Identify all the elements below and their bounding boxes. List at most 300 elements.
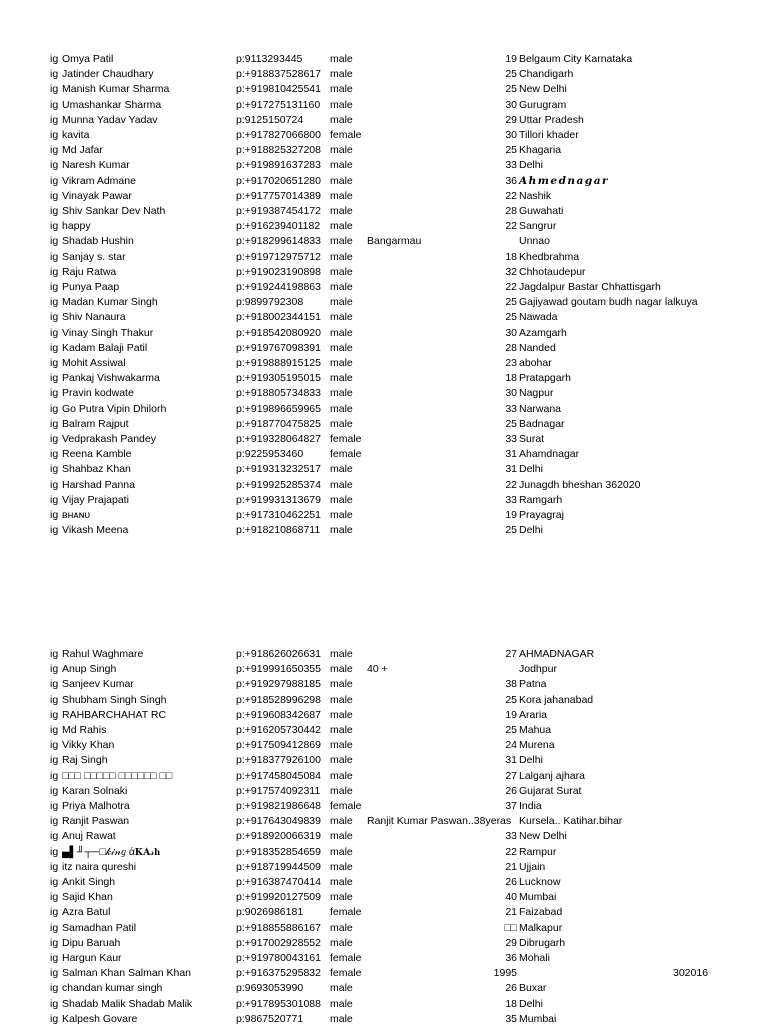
table-row	[0, 662, 768, 677]
cell-phone: p:+918002344151	[236, 311, 321, 324]
table-row	[0, 295, 768, 310]
cell-age: 21	[505, 860, 517, 873]
cell-src: ig	[50, 906, 59, 919]
cell-src: ig	[50, 648, 59, 660]
cell-extra: 302016	[673, 967, 709, 980]
cell-name: RAHBARCHAHAT RC	[62, 708, 167, 721]
cell-src: ig	[50, 129, 59, 141]
cell-gender: male	[330, 341, 353, 354]
cell-age: 25	[505, 524, 517, 537]
cell-phone: p:9867520771	[236, 1012, 304, 1025]
cell-gender: male	[330, 663, 353, 676]
table-row	[0, 905, 768, 920]
cell-gender: male	[330, 159, 353, 172]
cell-name: Mohit Assiwal	[62, 357, 126, 369]
table-row	[0, 52, 768, 67]
cell-phone: p:+917643049839	[236, 815, 321, 828]
cell-gender: male	[330, 648, 353, 660]
table-row	[0, 219, 768, 234]
cell-city: Mahua	[519, 724, 552, 736]
cell-src: ig	[50, 693, 59, 706]
cell-gender: female	[330, 952, 362, 964]
cell-gender: male	[330, 265, 353, 278]
table-row	[0, 508, 768, 523]
cell-note: Ranjit Kumar Paswan..38yeras	[367, 815, 512, 828]
cell-name: kavita	[62, 129, 90, 141]
cell-phone: p:+918210868711	[236, 524, 321, 537]
table-row	[0, 478, 768, 493]
cell-src: ig	[50, 250, 59, 263]
cell-gender: male	[330, 83, 353, 96]
cell-gender: male	[330, 250, 353, 263]
cell-name: Reena Kamble	[62, 448, 132, 461]
cell-phone: p:+917509412869	[236, 739, 321, 752]
cell-city: Mumbai	[519, 1012, 557, 1025]
cell-age: 33	[505, 433, 517, 445]
cell-name: Balram Rajput	[62, 417, 129, 430]
cell-phone: p:+917458045084	[236, 769, 321, 782]
cell-phone: p:+917827066800	[236, 129, 321, 141]
cell-phone: p:+916387470414	[236, 876, 321, 888]
cell-phone: p:+917757014389	[236, 189, 321, 202]
cell-age: 37	[505, 800, 517, 812]
cell-city: New Delhi	[519, 83, 567, 96]
cell-gender: male	[330, 189, 353, 202]
table-row	[0, 447, 768, 462]
cell-name: Vinayak Pawar	[62, 189, 132, 202]
cell-gender: male	[330, 739, 353, 752]
cell-age: 25	[505, 417, 517, 430]
cell-name: Vedprakash Pandey	[62, 433, 156, 445]
cell-gender: male	[330, 876, 353, 888]
cell-age: 19	[505, 708, 517, 721]
table-row	[0, 386, 768, 401]
cell-city: Delhi	[519, 754, 543, 767]
cell-city: Delhi	[519, 524, 543, 537]
table-row	[0, 814, 768, 829]
cell-name: Shahbaz Khan	[62, 463, 131, 476]
cell-phone: p:+918920066319	[236, 830, 321, 843]
cell-gender: male	[330, 387, 353, 400]
cell-name: Samadhan Patil	[62, 921, 137, 934]
cell-age: 29	[505, 936, 517, 949]
cell-name: Shubham Singh Singh	[62, 693, 167, 706]
cell-gender: male	[330, 53, 353, 65]
cell-city: Guwahati	[519, 205, 564, 217]
cell-name: Shadab Hushin	[62, 235, 134, 248]
cell-src: ig	[50, 189, 59, 202]
table-row	[0, 723, 768, 738]
table-row	[0, 677, 768, 692]
cell-name: Kalpesh Govare	[62, 1012, 138, 1025]
cell-phone: p:+918770475825	[236, 417, 321, 430]
cell-name: Vinay Singh Thakur	[62, 326, 154, 339]
cell-src: ig	[50, 739, 59, 752]
cell-phone: p:+919821986648	[236, 800, 321, 812]
cell-age: 33	[505, 830, 517, 843]
cell-phone: p:+916239401182	[236, 220, 321, 233]
cell-name: Vijay Prajapati	[62, 493, 129, 506]
cell-name: Hargun Kaur	[62, 952, 122, 964]
cell-phone: p:+917002928552	[236, 936, 321, 949]
cell-src: ig	[50, 144, 59, 157]
cell-name: Raj Singh	[62, 754, 108, 767]
cell-name: Anuj Rawat	[62, 830, 116, 843]
cell-name: Vikash Meena	[62, 524, 129, 537]
table-row	[0, 98, 768, 113]
cell-gender: male	[330, 235, 353, 248]
cell-gender: male	[330, 708, 353, 721]
cell-src: ig	[50, 311, 59, 324]
cell-age: 26	[505, 784, 517, 797]
cell-age: 25	[505, 693, 517, 706]
cell-phone: p:+919023190898	[236, 265, 321, 278]
cell-age: 23	[505, 357, 517, 369]
cell-name: Umashankar Sharma	[62, 98, 162, 111]
cell-age: 32	[505, 265, 517, 278]
cell-city: Khedbrahma	[519, 250, 580, 263]
cell-gender: male	[330, 417, 353, 430]
cell-phone: p:+917275131160	[236, 98, 321, 111]
cell-name: □□□ □□□□□ □□□□□□ □□	[62, 769, 173, 782]
cell-src: ig	[50, 265, 59, 278]
cell-phone: p:+918528996298	[236, 693, 321, 706]
cell-phone: p:+918377926100	[236, 754, 321, 767]
cell-name: Md Jafar	[62, 144, 103, 157]
cell-src: ig	[50, 724, 59, 736]
cell-src: ig	[50, 463, 59, 476]
cell-gender: male	[330, 326, 353, 339]
table-row	[0, 82, 768, 97]
cell-phone: p:+919313232517	[236, 463, 321, 476]
cell-city: Junagdh bheshan 362020	[519, 478, 641, 491]
cell-phone: p:+917895301088	[236, 997, 321, 1010]
table-row	[0, 890, 768, 905]
cell-phone: p:+919920127509	[236, 891, 321, 904]
cell-gender: male	[330, 724, 353, 736]
cell-gender: male	[330, 113, 353, 126]
cell-phone: p:+919931313679	[236, 493, 321, 506]
table-row	[0, 402, 768, 417]
cell-phone: p:+919712975712	[236, 250, 321, 263]
table-row	[0, 371, 768, 386]
cell-name: chandan kumar singh	[62, 982, 163, 995]
cell-phone: p:+919780043161	[236, 952, 321, 964]
table-row	[0, 769, 768, 784]
cell-phone: p:+919767098391	[236, 341, 321, 354]
cell-phone: p:+918837528617	[236, 68, 321, 81]
cell-city: Unnao	[519, 235, 550, 248]
cell-name: ▄▌╜┬─□𝓀𝒾𝓃𝑔 ά𝐊𝐀𝓈𝐡	[62, 845, 161, 858]
cell-gender: male	[330, 463, 353, 476]
table-row	[0, 875, 768, 890]
cell-city: Chandigarh	[519, 68, 574, 81]
table-row	[0, 966, 768, 981]
cell-gender: male	[330, 754, 353, 767]
cell-phone: p:9026986181	[236, 906, 304, 919]
cell-phone: p:9113293445	[236, 53, 303, 65]
cell-age: 25	[505, 83, 517, 96]
cell-age: 24	[505, 739, 517, 752]
table-row	[0, 462, 768, 477]
table-row	[0, 523, 768, 538]
cell-city: Delhi	[519, 159, 543, 172]
cell-city: India	[519, 800, 542, 812]
cell-src: ig	[50, 936, 59, 949]
cell-src: ig	[50, 83, 59, 96]
cell-src: ig	[50, 296, 59, 309]
cell-age: □□	[504, 921, 517, 934]
cell-city: Delhi	[519, 463, 543, 476]
table-row	[0, 417, 768, 432]
table-row	[0, 113, 768, 128]
cell-city: Mohali	[519, 952, 550, 964]
cell-city: Belgaum City Karnataka	[519, 53, 633, 65]
table-row	[0, 799, 768, 814]
cell-age: 18	[505, 372, 517, 385]
table-row	[0, 997, 768, 1012]
cell-src: ig	[50, 357, 59, 369]
cell-city: Sangrur	[519, 220, 557, 233]
cell-name: Rahul Waghmare	[62, 648, 144, 660]
cell-name: Ankit Singh	[62, 876, 116, 888]
cell-src: ig	[50, 891, 59, 904]
cell-age: 28	[505, 205, 517, 217]
cell-age: 25	[505, 144, 517, 157]
table-row	[0, 250, 768, 265]
cell-phone: p:+919244198863	[236, 281, 321, 293]
cell-src: ig	[50, 205, 59, 217]
cell-gender: male	[330, 524, 353, 537]
cell-src: ig	[50, 235, 59, 248]
cell-age: 21	[505, 906, 517, 919]
cell-city: AHMADNAGAR	[519, 648, 595, 660]
cell-src: ig	[50, 326, 59, 339]
cell-gender: female	[330, 129, 362, 141]
table-row	[0, 738, 768, 753]
cell-src: ig	[50, 678, 59, 691]
cell-age: 31	[505, 463, 517, 476]
cell-gender: male	[330, 220, 353, 233]
cell-src: ig	[50, 174, 59, 187]
cell-city: Gajiyawad goutam budh nagar lalkuya	[519, 296, 698, 309]
cell-name: Sanjeev Kumar	[62, 678, 134, 691]
table-row	[0, 860, 768, 875]
cell-name: Go Putra Vipin Dhilorh	[62, 402, 167, 415]
cell-gender: male	[330, 174, 353, 187]
cell-name: Kadam Balaji Patil	[62, 341, 148, 354]
table-row	[0, 67, 768, 82]
cell-city: Araria	[519, 708, 548, 721]
cell-city: Azamgarh	[519, 326, 567, 339]
table-row	[0, 341, 768, 356]
cell-age: 22	[505, 220, 517, 233]
cell-age: 1995	[493, 967, 517, 980]
cell-gender: male	[330, 830, 353, 843]
cell-phone: p:+919328064827	[236, 433, 321, 445]
cell-age: 18	[505, 997, 517, 1010]
cell-name: Ranjit Paswan	[62, 815, 130, 828]
table-row	[0, 356, 768, 371]
cell-phone: p:+917574092311	[236, 784, 321, 797]
cell-name: ʙʜᴀɴᴜ	[62, 509, 91, 521]
table-row	[0, 234, 768, 249]
cell-name: Sajid Khan	[62, 891, 113, 904]
cell-src: ig	[50, 341, 59, 354]
cell-age: 30	[505, 129, 517, 141]
table-row	[0, 647, 768, 662]
cell-src: ig	[50, 433, 59, 445]
cell-name: Anup Singh	[62, 663, 117, 676]
cell-age: 30	[505, 326, 517, 339]
cell-phone: p:+918855886167	[236, 921, 321, 934]
cell-name: Shiv Sankar Dev Nath	[62, 205, 166, 217]
cell-city: Buxar	[519, 982, 547, 995]
table-row	[0, 981, 768, 996]
cell-city: Lalganj ajhara	[519, 769, 585, 782]
cell-phone: p:+918805734833	[236, 387, 321, 400]
cell-city: Faizabad	[519, 906, 563, 919]
cell-src: ig	[50, 1012, 59, 1025]
cell-city: Murena	[519, 739, 555, 752]
cell-city: Ramgarh	[519, 493, 563, 506]
cell-city: Ahamdnagar	[519, 448, 580, 461]
cell-name: Azra Batul	[62, 906, 111, 919]
cell-age: 22	[505, 478, 517, 491]
cell-city: 𝑨𝒉𝒎𝒆𝒅𝒏𝒂𝒈𝒂𝒓	[519, 174, 610, 187]
cell-phone: p:9899792308	[236, 296, 304, 309]
cell-gender: male	[330, 98, 353, 111]
cell-age: 27	[505, 769, 517, 782]
cell-city: Khagaria	[519, 144, 562, 157]
cell-age: 22	[505, 281, 517, 293]
table-row	[0, 158, 768, 173]
cell-phone: p:+919810425541	[236, 83, 321, 96]
cell-name: Omya Patil	[62, 53, 114, 65]
cell-src: ig	[50, 509, 59, 521]
cell-name: happy	[62, 220, 91, 233]
cell-name: Dipu Baruah	[62, 936, 121, 949]
cell-name: Vikram Admane	[62, 174, 136, 187]
cell-name: Pankaj Vishwakarma	[62, 372, 160, 385]
cell-name: Raju Ratwa	[62, 265, 117, 278]
cell-phone: p:+918542080920	[236, 326, 321, 339]
cell-src: ig	[50, 784, 59, 797]
cell-src: ig	[50, 372, 59, 385]
cell-city: Uttar Pradesh	[519, 113, 584, 126]
cell-src: ig	[50, 113, 59, 126]
table-row	[0, 189, 768, 204]
cell-name: Shadab Malik Shadab Malik	[62, 997, 193, 1010]
cell-age: 27	[505, 648, 517, 660]
cell-phone: p:+919297988185	[236, 678, 321, 691]
cell-name: Jatinder Chaudhary	[62, 68, 154, 81]
cell-src: ig	[50, 845, 59, 858]
cell-name: Punya Paap	[62, 281, 120, 293]
cell-city: Nagpur	[519, 387, 554, 400]
cell-name: Priya Malhotra	[62, 800, 130, 812]
table-row	[0, 845, 768, 860]
cell-city: Tillori khader	[519, 129, 579, 141]
cell-phone: p:+918299614833	[236, 235, 321, 248]
cell-city: Ujjain	[519, 860, 546, 873]
table-row	[0, 326, 768, 341]
cell-city: Gurugram	[519, 98, 567, 111]
cell-city: abohar	[519, 357, 552, 369]
cell-name: Vikky Khan	[62, 739, 115, 752]
cell-age: 25	[505, 724, 517, 736]
table-row	[0, 128, 768, 143]
cell-name: Harshad Panna	[62, 478, 135, 491]
cell-name: itz naira qureshi	[62, 860, 137, 873]
cell-age: 25	[505, 296, 517, 309]
cell-city: Kora jahanabad	[519, 693, 594, 706]
table-row	[0, 1012, 768, 1027]
cell-src: ig	[50, 921, 59, 934]
cell-name: Munna Yadav Yadav	[62, 113, 158, 126]
cell-age: 38	[505, 678, 517, 691]
cell-city: Delhi	[519, 997, 543, 1010]
cell-src: ig	[50, 448, 59, 461]
cell-phone: p:+917310462251	[236, 509, 321, 521]
cell-src: ig	[50, 493, 59, 506]
cell-src: ig	[50, 815, 59, 828]
cell-age: 36	[505, 952, 517, 964]
cell-age: 33	[505, 493, 517, 506]
cell-src: ig	[50, 53, 59, 65]
table-row	[0, 280, 768, 295]
cell-src: ig	[50, 159, 59, 172]
cell-src: ig	[50, 387, 59, 400]
cell-phone: p:+918352854659	[236, 845, 321, 858]
cell-city: Badnagar	[519, 417, 565, 430]
cell-city: Prayagraj	[519, 509, 564, 521]
cell-phone: p:+919608342687	[236, 708, 321, 721]
cell-src: ig	[50, 860, 59, 873]
cell-city: Nawada	[519, 311, 558, 324]
cell-gender: female	[330, 433, 362, 445]
cell-age: 26	[505, 982, 517, 995]
cell-name: Shiv Nanaura	[62, 311, 126, 324]
cell-phone: p:+916375295832	[236, 967, 321, 980]
cell-phone: p:9693053990	[236, 982, 304, 995]
cell-src: ig	[50, 997, 59, 1010]
cell-city: Rampur	[519, 845, 557, 858]
cell-city: Surat	[519, 433, 545, 445]
cell-city: Pratapgarh	[519, 372, 571, 385]
cell-city: Patna	[519, 678, 547, 691]
cell-age: 35	[505, 1012, 517, 1025]
cell-city: Kursela.. Katihar.bihar	[519, 815, 623, 828]
cell-city: Jodhpur	[519, 663, 557, 676]
cell-gender: male	[330, 769, 353, 782]
table-row	[0, 951, 768, 966]
cell-gender: male	[330, 372, 353, 385]
cell-age: 22	[505, 189, 517, 202]
cell-age: 25	[505, 68, 517, 81]
cell-gender: male	[330, 693, 353, 706]
cell-gender: male	[330, 921, 353, 934]
cell-age: 30	[505, 98, 517, 111]
table-row	[0, 829, 768, 844]
cell-gender: male	[330, 784, 353, 797]
table-row	[0, 432, 768, 447]
cell-src: ig	[50, 952, 59, 964]
cell-city: Lucknow	[519, 876, 561, 888]
cell-city: Gujarat Surat	[519, 784, 582, 797]
cell-phone: p:+918719944509	[236, 860, 321, 873]
cell-name: Madan Kumar Singh	[62, 296, 158, 309]
